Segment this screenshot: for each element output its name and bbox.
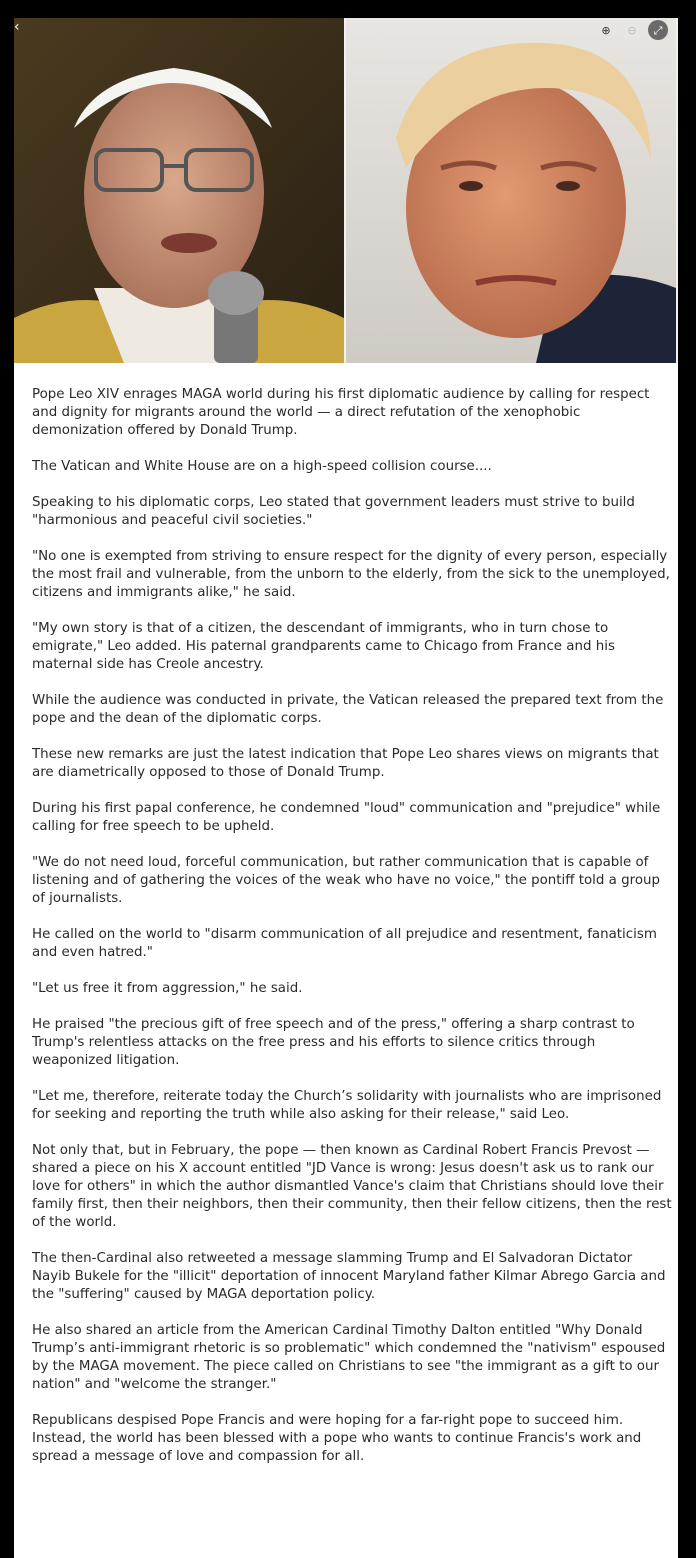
- article-paragraph: "My own story is that of a citizen, the descendant of immigrants, who in turn chose to emigrate," Leo added. His paternal grandparents came to Chicago from France and his maternal side has Creole ancestry.: [32, 621, 615, 672]
- chevron-left-icon[interactable]: ‹: [14, 19, 20, 35]
- zoom-in-icon[interactable]: ⊕: [601, 23, 611, 37]
- article-paragraph: The then-Cardinal also retweeted a message slamming Trump and El Salvadoran Dictator Nayib Bukele for the "illicit" deportation of innocent Maryland father Kilmar Abrego Garcia and the "suffering" caused by MAGA deportation policy.: [32, 1251, 666, 1302]
- article-paragraph: Not only that, but in February, the pope — then known as Cardinal Robert Francis Prevost — shared a piece on his X account entitled "JD Vance is wrong: Jesus doesn't ask us to rank our love for others" in which the author dismantled Vance's claim that Christians should love their family first, then their neighbors, then their community, then their fellow citizens, then the rest of the world.: [32, 1143, 672, 1230]
- zoom-out-icon[interactable]: ⊖: [622, 20, 642, 40]
- article-paragraph: He also shared an article from the American Cardinal Timothy Dalton entitled "Why Donald Trump’s anti-immigrant rhetoric is so problematic" which condemned the "nativism" espoused by the MAGA movement. The piece called on Christians to see "the immigrant as a gift to our nation" and "welcome the stranger.": [32, 1323, 666, 1392]
- article-paragraph: While the audience was conducted in private, the Vatican released the prepared text from the pope and the dean of the diplomatic corps.: [32, 693, 664, 726]
- photo-pope-leo[interactable]: [14, 18, 344, 363]
- article-paragraph: Republicans despised Pope Francis and were hoping for a far-right pope to succeed him. Instead, the world has been blessed with a pope who wants to continue Francis's work and spread a message of love and compassion for all.: [32, 1413, 642, 1464]
- article-paragraph: Pope Leo XIV enrages MAGA world during his first diplomatic audience by calling for respect and dignity for migrants around the world — a direct refutation of the xenophobic demonization offered by Donald Trump.: [32, 387, 650, 438]
- article-paragraph: Speaking to his diplomatic corps, Leo stated that government leaders must strive to build "harmonious and peaceful civil societies.": [32, 495, 635, 528]
- article-paragraph: "Let me, therefore, reiterate today the Church’s solidarity with journalists who are imprisoned for seeking and reporting the truth while also asking for their release," said Leo.: [32, 1089, 662, 1122]
- article-paragraph: He praised "the precious gift of free speech and of the press," offering a sharp contrast to Trump's relentless attacks on the free press and his efforts to silence critics through weaponized litigation.: [32, 1017, 635, 1068]
- article-paragraph: "Let us free it from aggression," he said.: [32, 981, 303, 996]
- article-paragraph: He called on the world to "disarm communication of all prejudice and resentment, fanaticism and even hatred.": [32, 927, 657, 960]
- image-viewer-controls: [596, 20, 668, 40]
- image-strip: [14, 18, 678, 363]
- article-paragraph: These new remarks are just the latest indication that Pope Leo shares views on migrants that are diametrically opposed to those of Donald Trump.: [32, 747, 659, 780]
- expand-icon[interactable]: ⤢: [648, 20, 668, 40]
- photo-donald-trump[interactable]: [346, 18, 676, 363]
- article-paragraph: During his first papal conference, he condemned "loud" communication and "prejudice" while calling for free speech to be upheld.: [32, 801, 661, 834]
- article-paragraph: The Vatican and White House are on a high-speed collision course....: [32, 459, 492, 474]
- article-paragraph: "We do not need loud, forceful communication, but rather communication that is capable of listening and of gathering the voices of the weak who have no voice," the pontiff told a group of journalists.: [32, 855, 661, 906]
- article-paragraph: "No one is exempted from striving to ensure respect for the dignity of every person, especially the most frail and vulnerable, from the unborn to the elderly, from the sick to the unemployed, citizens and immigrants alike," he said.: [32, 549, 670, 600]
- article-body: [32, 386, 672, 1484]
- article-viewer: [14, 18, 678, 1558]
